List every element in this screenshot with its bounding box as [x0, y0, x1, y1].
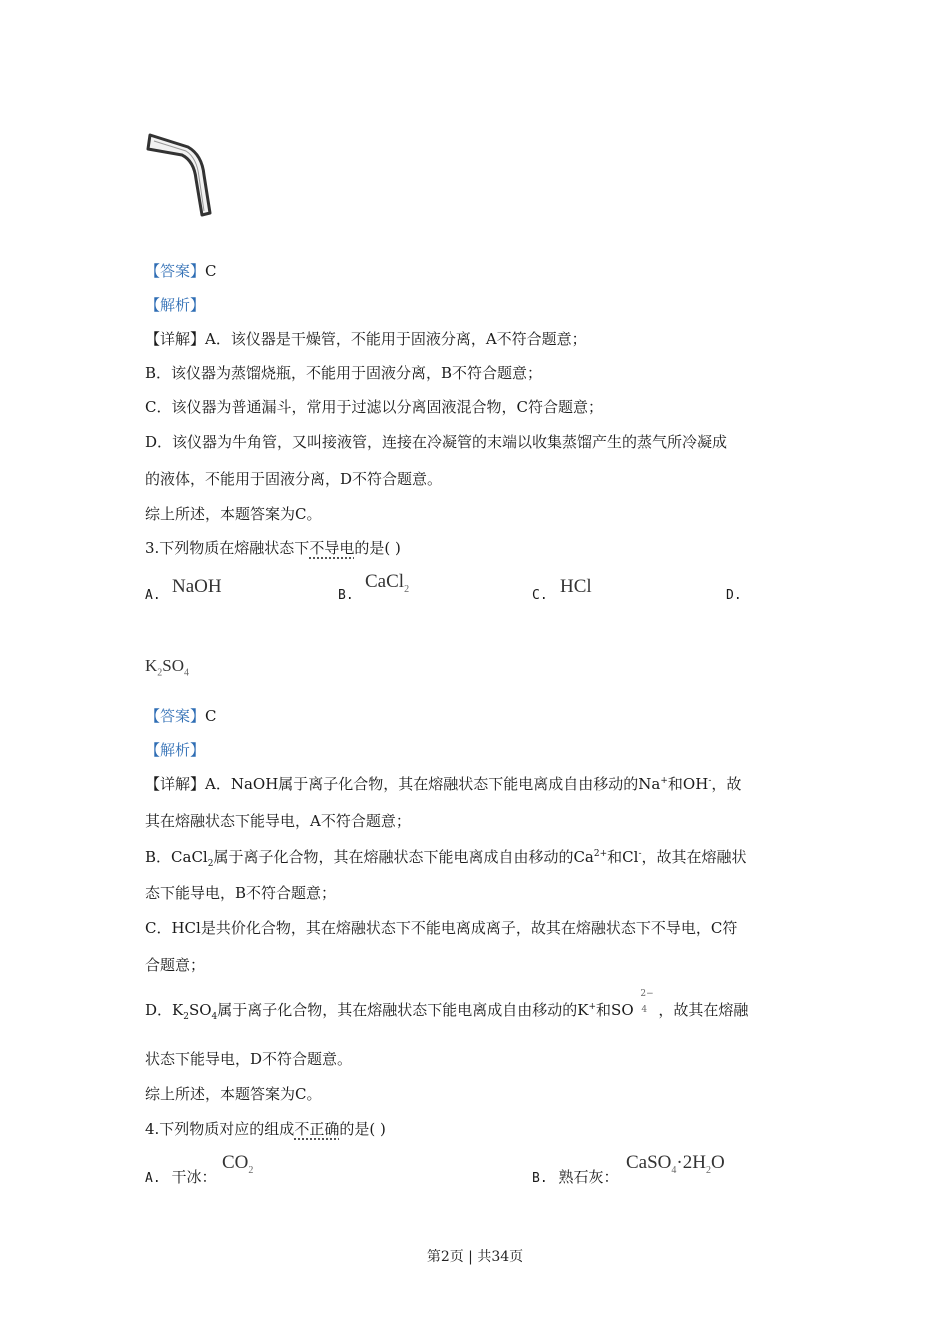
q3-detail-line-b1 [145, 846, 747, 869]
q3-detail-line-c1: C．HCl是共价化合物，其在熔融状态下不能电离成离子，故其在熔融状态下不导电，C符 [145, 919, 738, 937]
q3-detail-line-a2: 其在熔融状态下能导电，A不符合题意； [145, 812, 411, 830]
subscript: 4 [641, 1005, 648, 1015]
detail-text: SO [188, 1001, 212, 1019]
q3-detail-line-a1 [145, 773, 741, 794]
detail-tag: 【详解】 [145, 775, 206, 793]
q2-summary: 综上所述，本题答案为C。 [145, 505, 322, 523]
option-letter: A. [145, 1171, 161, 1186]
q3-option-b-formula [365, 571, 409, 595]
answer-tag: 【答案】 [145, 707, 206, 725]
detail-text: 属于离子化合物，其在熔融状态下能电离成自由移动的Ca [213, 848, 594, 866]
ion-charge: 2− [640, 989, 654, 999]
q2-detail-line-c: C．该仪器为普通漏斗，常用于过滤以分离固液混合物，C符合题意； [145, 398, 603, 416]
detail-text: A．NaOH属于离子化合物，其在熔融状态下能电离成自由移动的Na [205, 775, 661, 793]
q3-option-a-formula [172, 576, 222, 598]
q3-option-c [532, 585, 548, 603]
page-footer: 第2页 | 共34页 [426, 1249, 524, 1265]
formula: NaOH [172, 576, 222, 597]
adapter-tube-image [140, 125, 220, 225]
stem-prefix: 4.下列物质对应的组成 [145, 1120, 295, 1138]
formula-subscript: 2 [705, 1164, 711, 1176]
q3-stem [145, 537, 401, 558]
detail-text: 属于离子化合物，其在熔融状态下能电离成自由移动的K [217, 1001, 589, 1019]
detail-text: ，故其在熔融 [658, 1001, 749, 1019]
formula: CO [222, 1152, 249, 1173]
formula-so: SO [162, 656, 185, 675]
detail-text: 和OH [667, 775, 709, 793]
stem-emphasis: 不正确 [294, 1120, 340, 1138]
option-letter: C. [532, 588, 548, 603]
q2-detail-line-b: B．该仪器为蒸馏烧瓶，不能用于固液分离，B不符合题意； [145, 364, 543, 382]
detail-text: A．该仪器是干燥管，不能用于固液分离，A不符合题意； [205, 330, 587, 348]
formula-subscript: 2 [248, 1164, 254, 1176]
formula-k: K [145, 656, 158, 675]
detail-text: ，故 [711, 775, 742, 793]
q4-option-b-formula [626, 1152, 725, 1176]
q3-summary: 综上所述，本题答案为C。 [145, 1085, 322, 1103]
option-label: 熟石灰： [558, 1168, 619, 1186]
sulfate-ion-scripts [638, 989, 658, 1019]
detail-text: B．CaCl [145, 848, 208, 866]
q3-detail-line-d1 [145, 989, 749, 1022]
detail-tag: 【详解】 [145, 330, 206, 348]
q3-detail-line-c2: 合题意； [145, 956, 206, 974]
option-letter: D. [726, 588, 742, 603]
stem-suffix: 的是( ) [339, 1120, 386, 1138]
q2-answer-line [145, 260, 217, 281]
option-letter: A. [145, 588, 161, 603]
stem-emphasis: 不导电 [309, 539, 355, 557]
q3-option-d-formula [145, 656, 189, 678]
analysis-tag: 【解析】 [145, 741, 206, 759]
stem-prefix: 3.下列物质在熔融状态下 [145, 539, 310, 557]
formula: CaSO [626, 1152, 672, 1173]
q3-option-c-formula [560, 576, 592, 598]
detail-text: ，故其在熔融状 [641, 848, 747, 866]
q4-stem [145, 1118, 386, 1139]
analysis-tag: 【解析】 [145, 296, 206, 314]
ion-charge: - [708, 776, 712, 786]
answer-tag: 【答案】 [145, 262, 206, 280]
q2-detail-line-a [145, 328, 587, 349]
ion-charge: 2+ [593, 849, 608, 859]
detail-text: 和SO [596, 1001, 634, 1019]
ion-charge: - [638, 849, 642, 859]
ion-charge: + [660, 776, 668, 786]
detail-text: D．K [145, 1001, 184, 1019]
option-letter: B. [532, 1171, 548, 1186]
formula: O [710, 1152, 725, 1173]
formula-so-sub: 4 [184, 667, 190, 679]
formula: CaCl [365, 571, 405, 592]
formula: HCl [560, 576, 592, 597]
subscript: 2 [183, 1012, 189, 1022]
option-label: 干冰： [171, 1168, 217, 1186]
q3-option-d [726, 585, 742, 603]
detail-text: 和Cl [607, 848, 639, 866]
q4-option-a-formula [222, 1152, 253, 1176]
q2-detail-line-d2: 的液体，不能用于固液分离，D不符合题意。 [145, 470, 443, 488]
answer-value: C [205, 707, 217, 725]
q3-option-b [338, 585, 354, 603]
q3-detail-line-d2: 状态下能导电，D不符合题意。 [145, 1050, 353, 1068]
q3-detail-line-b2: 态下能导电，B不符合题意； [145, 884, 337, 902]
q3-option-a [145, 585, 161, 603]
ion-charge: + [588, 1002, 597, 1012]
formula-subscript: 4 [671, 1164, 677, 1176]
stem-suffix: 的是( ) [354, 539, 401, 557]
formula: ·2H [676, 1152, 706, 1173]
subscript: 4 [211, 1012, 218, 1022]
formula-k-sub: 2 [157, 667, 163, 679]
formula-subscript: 2 [404, 583, 410, 595]
q3-answer-line [145, 705, 217, 726]
subscript: 2 [207, 859, 214, 869]
q2-detail-line-d1: D．该仪器为牛角管，又叫接液管，连接在冷凝管的末端以收集蒸馏产生的蒸气所冷凝成 [145, 433, 728, 451]
answer-value: C [205, 262, 217, 280]
q4-option-b [532, 1166, 618, 1187]
q4-option-a [145, 1166, 216, 1187]
option-letter: B. [338, 588, 354, 603]
